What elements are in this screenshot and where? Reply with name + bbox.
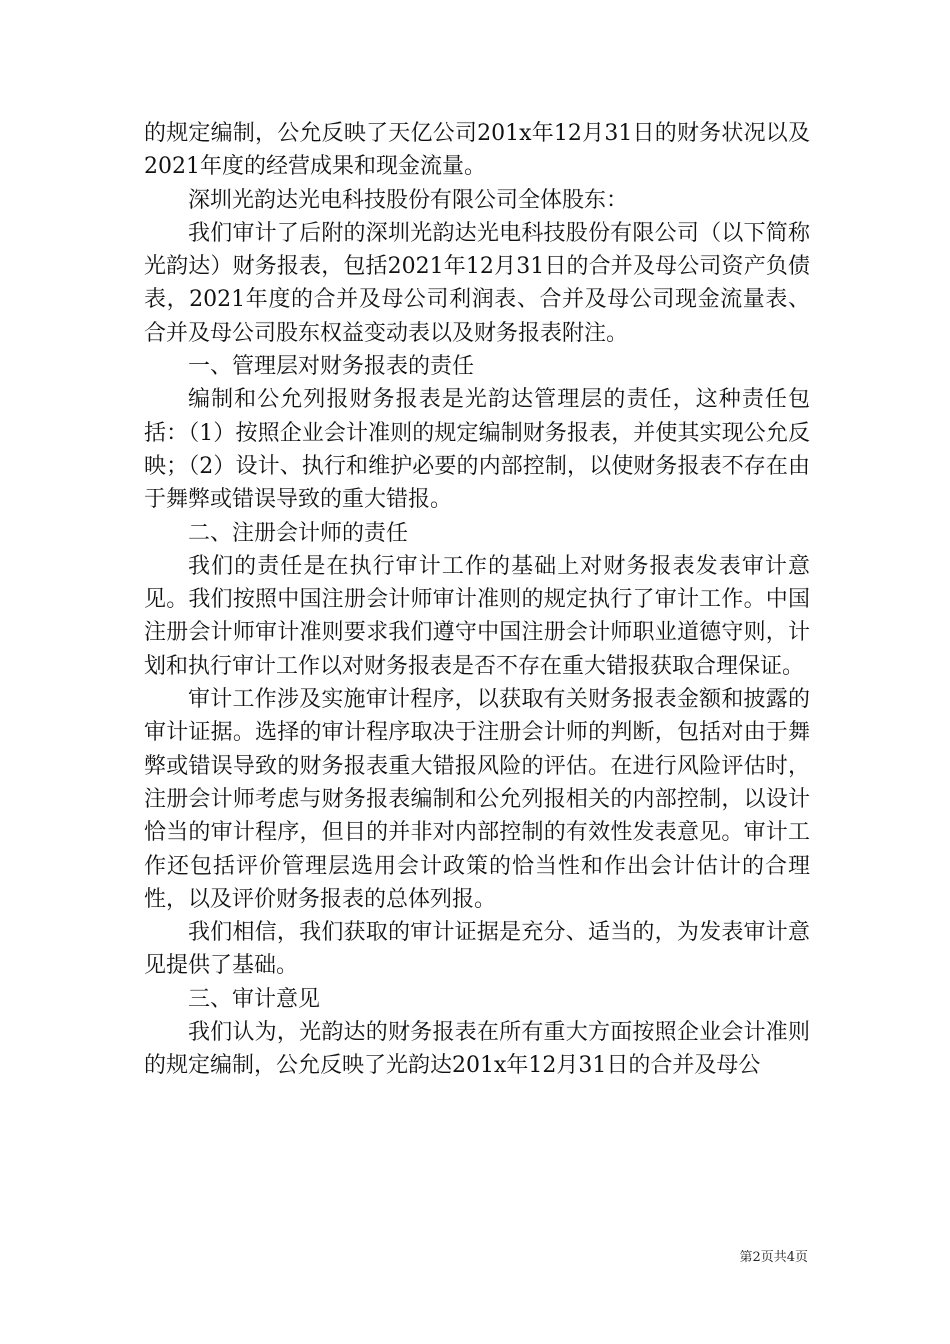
paragraph-audit-evidence: 我们相信，我们获取的审计证据是充分、适当的，为发表审计意见提供了基础。 — [144, 920, 810, 979]
section-heading-management: 一、管理层对财务报表的责任 — [188, 354, 475, 380]
document-body — [144, 117, 810, 1083]
paragraph-addressee: 深圳光韵达光电科技股份有限公司全体股东： — [188, 187, 629, 213]
paragraph-auditor-responsibility: 我们的责任是在执行审计工作的基础上对财务报表发表审计意见。我们按照中国注册会计师审计准则的规定执行了审计工作。中国注册会计师审计准则要求我们遵守中国注册会计师职业道德守则，计划和执行审计工作以对财务报表是否不存在重大错报获取合理保证。 — [144, 553, 810, 679]
paragraph-scope: 我们审计了后附的深圳光韵达光电科技股份有限公司（以下简称光韵达）财务报表，包括2021年12月31日的合并及母公司资产负债表，2021年度的合并及母公司利润表、合并及母公司现金流量表、合并及母公司股东权益变动表以及财务报表附注。 — [144, 220, 810, 346]
section-heading-auditor: 二、注册会计师的责任 — [188, 520, 409, 546]
page-number: 第2页共4页 — [739, 1250, 808, 1265]
paragraph-continuation: 的规定编制，公允反映了天亿公司201x年12月31日的财务状况以及2021年度的经营成果和现金流量。 — [144, 121, 810, 180]
section-heading-opinion: 三、审计意见 — [188, 986, 321, 1012]
paragraph-audit-procedures: 审计工作涉及实施审计程序，以获取有关财务报表金额和披露的审计证据。选择的审计程序取决于注册会计师的判断，包括对由于舞弊或错误导致的财务报表重大错报风险的评估。在进行风险评估时，注册会计师考虑与财务报表编制和公允列报相关的内部控制，以设计恰当的审计程序，但目的并非对内部控制的有效性发表意见。审计工作还包括评价管理层选用会计政策的恰当性和作出会计估计的合理性，以及评价财务报表的总体列报。 — [144, 687, 810, 912]
paragraph-audit-opinion: 我们认为，光韵达的财务报表在所有重大方面按照企业会计准则的规定编制，公允反映了光韵达201x年12月31日的合并及母公 — [144, 1020, 810, 1079]
paragraph-management-responsibility: 编制和公允列报财务报表是光韵达管理层的责任，这种责任包括：（1）按照企业会计准则的规定编制财务报表，并使其实现公允反映；（2）设计、执行和维护必要的内部控制，以使财务报表不存在由于舞弊或错误导致的重大错报。 — [144, 387, 810, 513]
